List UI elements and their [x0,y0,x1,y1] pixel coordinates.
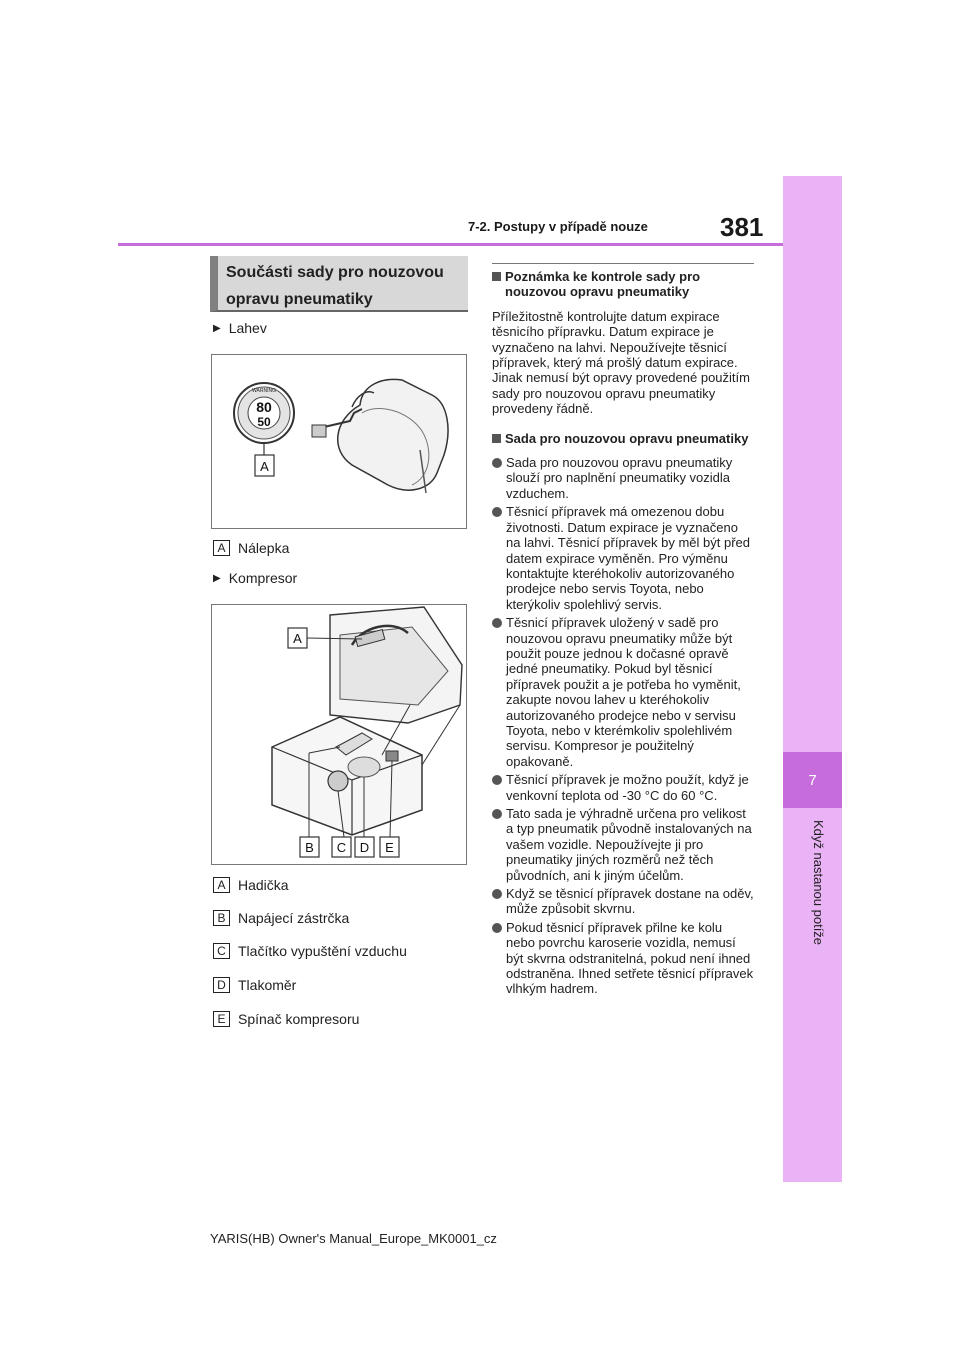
right-column [492,263,754,1000]
header-section-title: 7-2. Postupy v případě nouze [468,219,648,234]
compressor-part-d [213,977,296,993]
bottle-illustration [212,355,466,528]
part-letter: C [213,943,230,959]
square-bullet-icon [492,434,501,443]
list-item-text: Pokud těsnicí přípravek přilne ke kolu nebo povrchu karoserie vozidla, nemusí být skvrna odstranitelná, pokud není ihned odstraněna. Ihned setřete těsnicí přípravek vlhkým hadrem. [506,919,754,997]
compressor-callout-b: B [305,840,314,855]
part-text: Tlakoměr [238,977,297,993]
bottle-part-a [213,540,289,556]
part-letter: B [213,910,230,926]
bottle-figure [211,354,467,529]
compressor-part-c [213,943,407,959]
compressor-part-a [213,877,289,893]
sticker-small: 50 [257,415,271,429]
part-text: Napájecí zástrčka [238,910,350,926]
compressor-callout-c: C [336,840,347,855]
list-item [492,806,754,883]
note-rule [492,263,754,264]
sticker-warning: WARNING [252,388,276,394]
list-item-text: Tato sada je výhradně určena pro velikost a typ pneumatik původně instalovaných na vašem vozidle. Nepoužívejte ji pro pneumatiky jiných rozměrů než těch původních, ani k jiným účelům. [506,806,752,883]
list-item [492,455,754,501]
kit-heading [492,431,754,446]
round-bullet-icon [492,458,502,468]
header-rule [118,243,783,246]
part-letter: A [213,877,230,893]
bottle-label: Lahev [228,320,267,336]
kit-heading-text: Sada pro nouzovou opravu pneumatiky [505,430,749,446]
list-item-text: Sada pro nouzovou opravu pneumatiky slouží pro naplnění pneumatiky vozidla vzduchem. [506,455,733,501]
part-text: Tlačítko vypuštění vzduchu [238,943,407,959]
page-footer: YARIS(HB) Owner's Manual_Europe_MK0001_cz [210,1231,497,1246]
bottle-heading [213,320,267,336]
list-item-text: Když se těsnicí přípravek dostane na oděv, může způsobit skvrnu. [506,886,754,917]
compressor-callout-e: E [385,840,394,855]
compressor-lid-icon [330,607,462,723]
part-text: Nálepka [238,540,290,556]
compressor-part-b [213,910,349,926]
compressor-label: Kompresor [228,570,298,586]
compressor-icon [272,705,460,835]
list-item-text: Těsnicí přípravek má omezenou dobu životnosti. Datum expirace je vyznačeno na lahvi. Těsnicí přípravek by měl být před datem expirace vyměněn. Pro výměnu kontaktujte kteréhokoliv autorizovaného prodejce nebo servis Toyota, nebo kterýkoliv spolehlivý servis. [506,504,750,612]
sticker-big: 80 [256,399,272,415]
round-bullet-icon [492,775,502,785]
part-letter: E [213,1011,230,1027]
square-bullet-icon [492,272,501,281]
list-item-text: Těsnicí přípravek uložený v sadě pro nouzovou opravu pneumatiky může být použit pouze jednou k dočasné opravě jedné pneumatiky. Pokud byl těsnicí přípravek použit a je potřeba ho vyměnit, zakupte novou lahev u kteréhokoliv autorizovaného prodejce nebo v servisu Toyota, nebo v kterémkoliv spolehlivém servisu. Kompresor je použitelný opakovaně. [506,615,741,769]
note-text: Příležitostně kontrolujte datum expirace těsnicího přípravku. Datum expirace je vyznačeno na lahvi. Nepoužívejte těsnicí přípravek, který má prošlý datum expirace. Jinak nemusí být opravy provedené použitím sady pro nouzovou opravu pneumatiky provedeny řádně. [492,308,750,417]
triangle-bullet-icon: ▶ [213,322,221,334]
bottle-icon [312,379,448,493]
list-item [492,615,754,769]
section-title: Součásti sady pro nouzovou opravu pneumatiky [210,256,468,312]
compressor-figure [211,604,467,865]
list-item [492,504,754,612]
page-number: 381 [720,212,764,242]
compressor-heading [213,570,297,586]
list-item [492,920,754,997]
compressor-illustration [212,605,466,864]
part-letter: A [213,540,230,556]
list-item [492,886,754,917]
round-bullet-icon [492,507,502,517]
compressor-part-e [213,1011,359,1027]
chapter-number: 7 [783,752,842,808]
round-bullet-icon [492,923,502,933]
triangle-bullet-icon: ▶ [213,572,221,584]
part-letter: D [213,977,230,993]
chapter-label: Když nastanou potíže [811,820,826,946]
round-bullet-icon [492,618,502,628]
compressor-callout-d: D [359,840,370,855]
part-text: Hadička [238,877,289,893]
part-text: Spínač kompresoru [238,1011,360,1027]
note-heading [492,269,754,300]
round-bullet-icon [492,809,502,819]
chapter-side-tab [783,176,842,1182]
bottle-callout-a: A [260,459,269,474]
round-bullet-icon [492,889,502,899]
note-heading-text: Poznámka ke kontrole sady pro nouzovou opravu pneumatiky [505,269,701,300]
list-item-text: Těsnicí přípravek je možno použít, když je venkovní teplota od -30 °C do 60 °C. [506,772,749,803]
sticker-icon [234,383,294,443]
compressor-callout-a: A [293,631,302,646]
list-item [492,772,754,803]
